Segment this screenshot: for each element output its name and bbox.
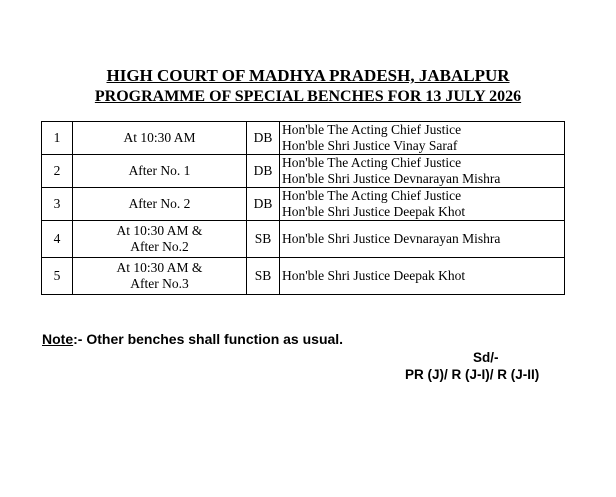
bench-time: [73, 122, 247, 155]
table-row: [42, 221, 565, 258]
time-line: At 10:30 AM &: [116, 260, 203, 275]
note-text: :- Other benches shall function as usual.: [73, 331, 344, 347]
programme-title: PROGRAMME OF SPECIAL BENCHES FOR 13 JULY 2026: [94, 88, 522, 105]
time-line: At 10:30 AM: [123, 130, 196, 145]
time-line: After No.3: [130, 276, 189, 291]
bench-judges: [280, 155, 565, 188]
judge-name: Hon'ble Shri Justice Devnarayan Mishra: [282, 171, 501, 186]
time-line: After No. 2: [128, 196, 191, 211]
table-row: [42, 155, 565, 188]
serial-number: 2: [42, 155, 73, 188]
bench-type: SB: [247, 221, 280, 258]
bench-type: DB: [247, 155, 280, 188]
bench-type: SB: [247, 258, 280, 295]
bench-time: [73, 155, 247, 188]
court-title: HIGH COURT OF MADHYA PRADESH, JABALPUR: [106, 66, 510, 85]
judge-name: Hon'ble The Acting Chief Justice: [282, 188, 462, 203]
serial-number: 5: [42, 258, 73, 295]
signature-sd: Sd/-: [473, 350, 499, 365]
bench-time: [73, 221, 247, 258]
table-row: [42, 122, 565, 155]
time-line: At 10:30 AM &: [116, 223, 203, 238]
bench-judges: [280, 258, 565, 295]
time-line: After No.2: [130, 239, 189, 254]
note-label: Note: [42, 331, 74, 347]
judge-name: Hon'ble Shri Justice Deepak Khot: [282, 204, 466, 219]
time-line: After No. 1: [128, 163, 191, 178]
judge-name: Hon'ble Shri Justice Vinay Saraf: [282, 138, 458, 153]
judge-name: Hon'ble The Acting Chief Justice: [282, 122, 462, 137]
serial-number: 1: [42, 122, 73, 155]
note: [42, 331, 343, 347]
judge-name: Hon'ble Shri Justice Deepak Khot: [282, 268, 466, 283]
table-row: [42, 258, 565, 295]
judge-name: Hon'ble Shri Justice Devnarayan Mishra: [282, 231, 501, 246]
bench-time: [73, 188, 247, 221]
signature-designation: PR (J)/ R (J-I)/ R (J-II): [405, 367, 540, 382]
serial-number: 4: [42, 221, 73, 258]
bench-judges: [280, 188, 565, 221]
bench-time: [73, 258, 247, 295]
benches-table: [41, 121, 565, 295]
table-row: [42, 188, 565, 221]
judge-name: Hon'ble The Acting Chief Justice: [282, 155, 462, 170]
serial-number: 3: [42, 188, 73, 221]
bench-type: DB: [247, 122, 280, 155]
bench-judges: [280, 122, 565, 155]
bench-judges: [280, 221, 565, 258]
bench-type: DB: [247, 188, 280, 221]
